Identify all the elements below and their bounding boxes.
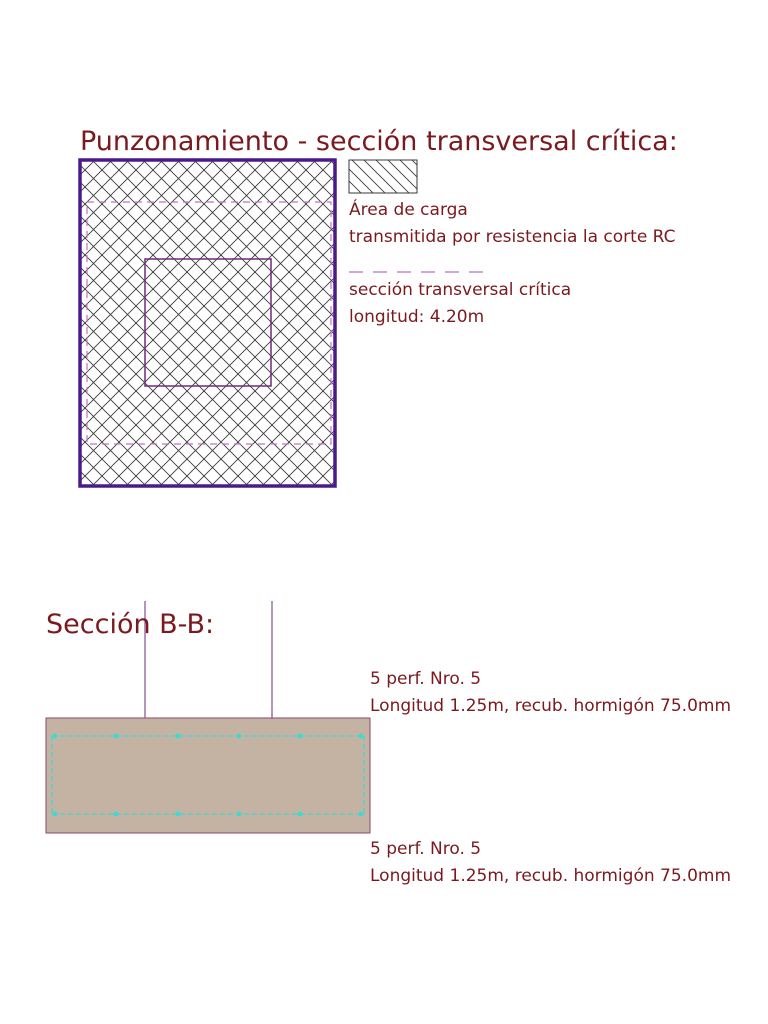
bottom-bars-line2: Longitud 1.25m, recub. hormigón 75.0mm	[370, 866, 732, 886]
section-title: Sección B-B:	[46, 609, 215, 640]
legend-load-area-line1: Área de carga	[349, 200, 468, 220]
rebar-dot	[359, 812, 364, 817]
page-title: Punzonamiento - sección transversal crítica:	[80, 126, 678, 157]
rebar-dot	[114, 812, 119, 817]
footing-plan	[80, 160, 335, 486]
rebar-dot	[298, 734, 303, 739]
rebar-dot	[237, 812, 242, 817]
rebar-dot	[53, 734, 58, 739]
top-bars-line1: 5 perf. Nro. 5	[370, 669, 482, 689]
bottom-bars-line1: 5 perf. Nro. 5	[370, 839, 482, 859]
legend-critical-section-line1: sección transversal crítica	[349, 280, 572, 300]
legend-hatch-swatch	[349, 160, 417, 193]
rebar-dot	[176, 734, 181, 739]
rebar-dot	[298, 812, 303, 817]
rebar-dot	[359, 734, 364, 739]
rebar-dot	[114, 734, 119, 739]
legend-load-area-line2: transmitida por resistencia la corte RC	[349, 227, 676, 247]
legend-critical-section-line2: longitud: 4.20m	[349, 307, 485, 327]
top-bars-line2: Longitud 1.25m, recub. hormigón 75.0mm	[370, 696, 732, 716]
concrete-section	[46, 718, 370, 833]
load-area-hatch	[80, 160, 335, 486]
rebar-dot	[176, 812, 181, 817]
rebar-dot	[237, 734, 242, 739]
rebar-dot	[53, 812, 58, 817]
